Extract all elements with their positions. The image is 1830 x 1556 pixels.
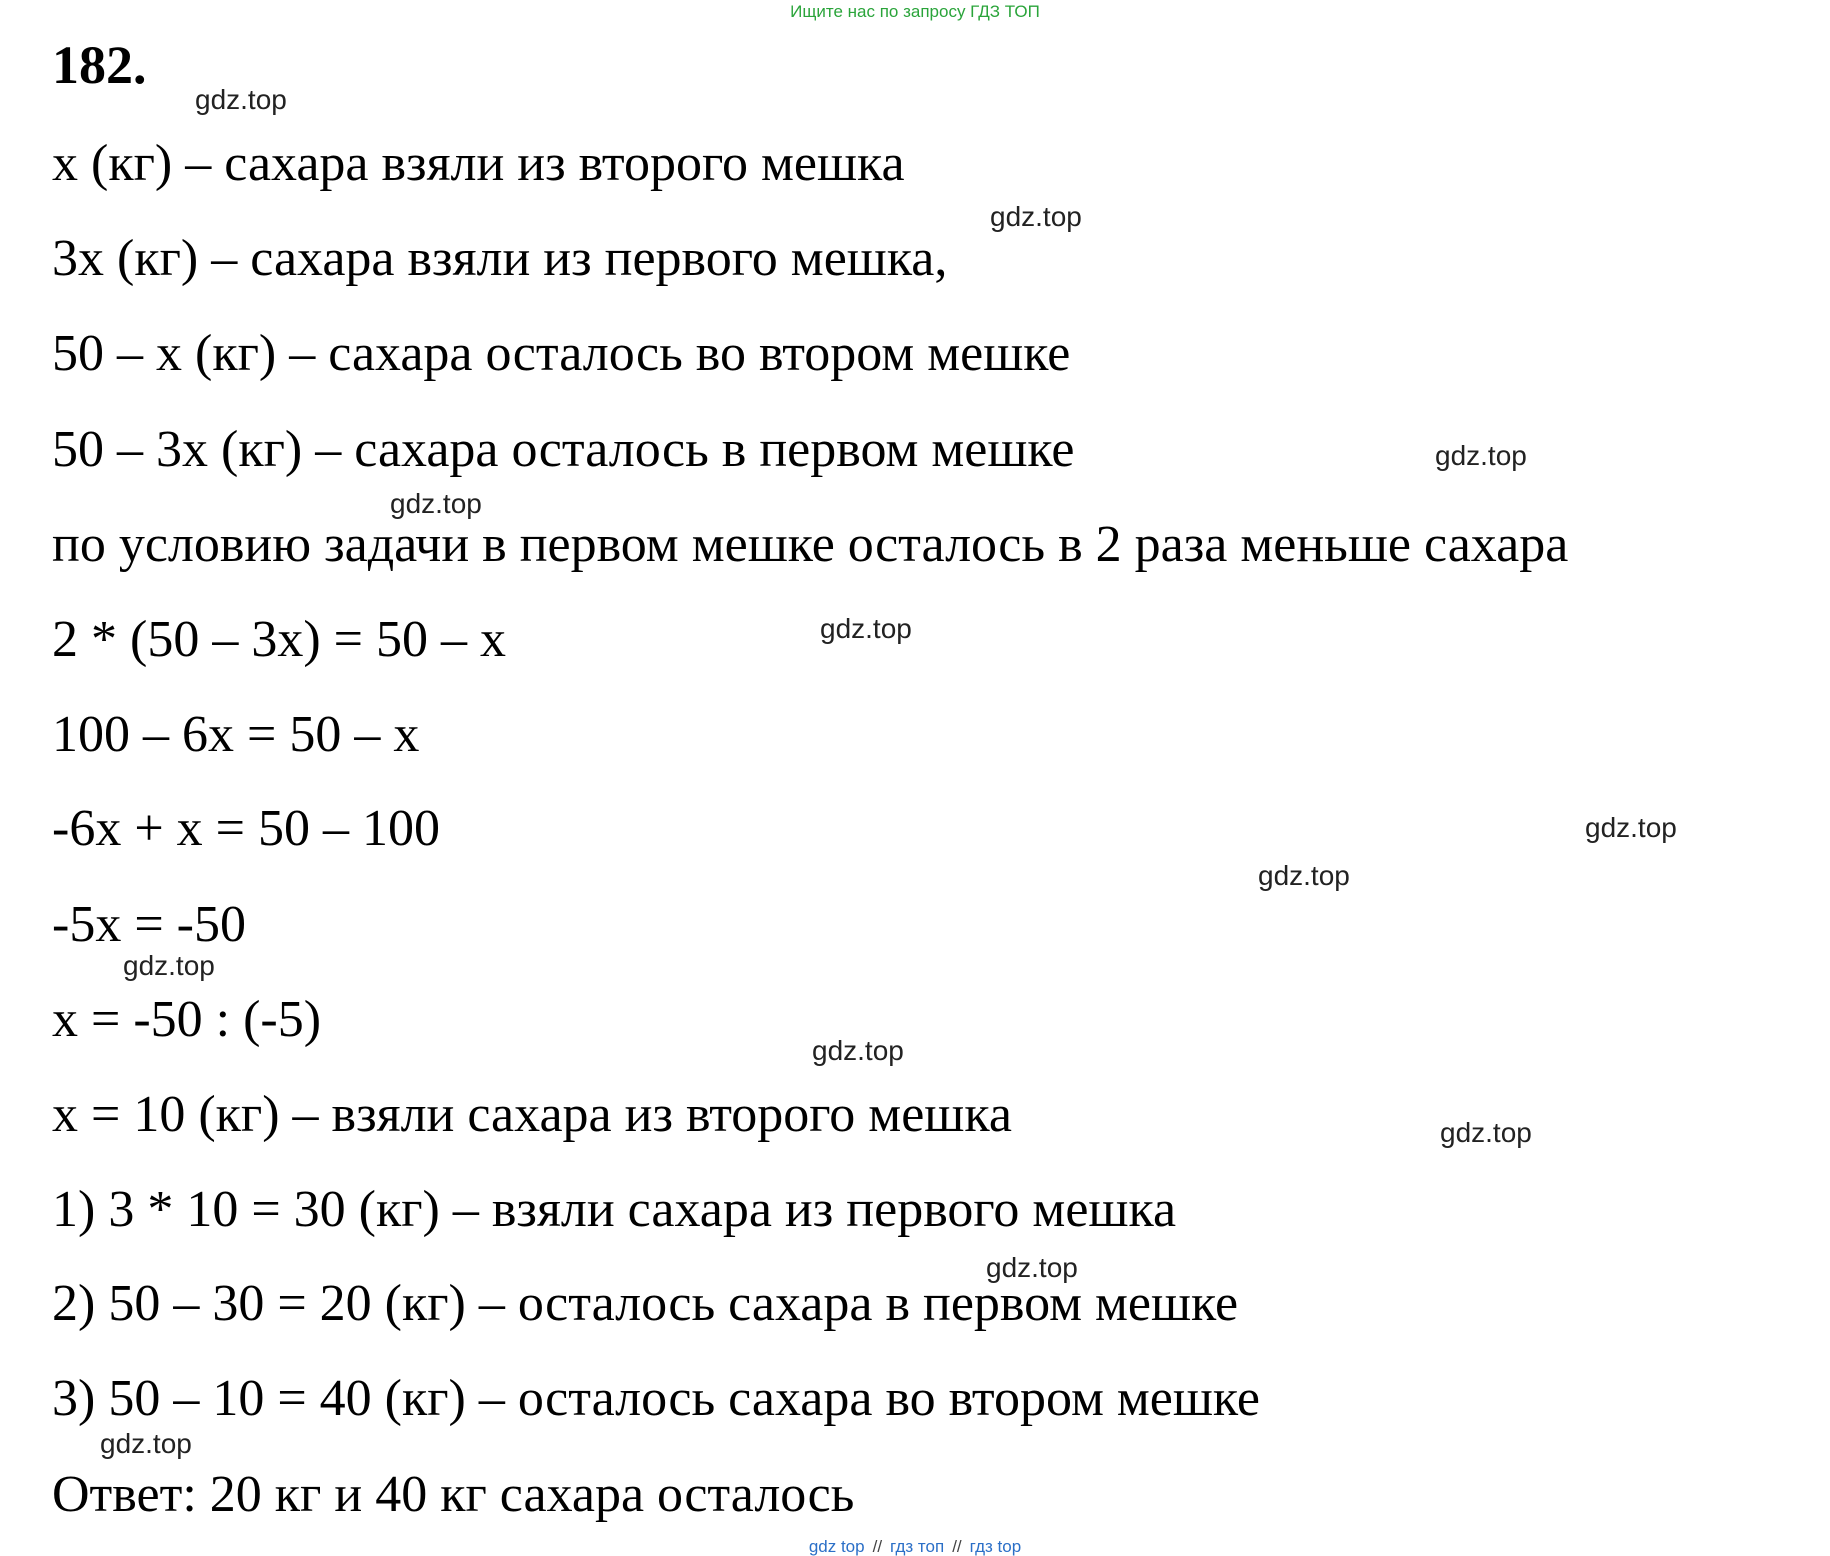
solution-line-7: 100 – 6х = 50 – х — [52, 706, 420, 763]
footer-link-gdz-top-mixed[interactable]: гдз top — [969, 1537, 1022, 1556]
solution-line-4: 50 – 3х (кг) – сахара осталось в первом мешке — [52, 421, 1075, 478]
solution-line-13: 2) 50 – 30 = 20 (кг) – осталось сахара в первом мешке — [52, 1275, 1239, 1332]
watermark: gdz.top — [1440, 1117, 1532, 1148]
solution-line-12: 1) 3 * 10 = 30 (кг) – взяли сахара из первого мешка — [52, 1181, 1177, 1238]
watermark: gdz.top — [195, 84, 287, 115]
solution-line-8: -6х + х = 50 – 100 — [52, 800, 440, 857]
top-banner: Ищите нас по запросу ГДЗ ТОП — [790, 2, 1040, 21]
answer-line: Ответ: 20 кг и 40 кг сахара осталось — [52, 1466, 855, 1523]
solution-line-2: 3х (кг) – сахара взяли из первого мешка, — [52, 230, 948, 287]
watermark: gdz.top — [1585, 812, 1677, 843]
footer-link-gdz-top-ru[interactable]: гдз топ — [890, 1537, 945, 1556]
footer-separator: // — [952, 1537, 962, 1556]
solution-line-5: по условию задачи в первом мешке осталось в 2 раза меньше сахара — [52, 516, 1569, 573]
watermark: gdz.top — [986, 1252, 1078, 1283]
solution-line-3: 50 – х (кг) – сахара осталось во втором мешке — [52, 325, 1071, 382]
solution-line-6: 2 * (50 – 3х) = 50 – х — [52, 611, 506, 668]
watermark: gdz.top — [812, 1035, 904, 1066]
task-number: 182. — [52, 35, 147, 95]
watermark: gdz.top — [123, 950, 215, 981]
watermark: gdz.top — [390, 488, 482, 519]
solution-line-11: х = 10 (кг) – взяли сахара из второго мешка — [52, 1086, 1012, 1143]
watermark: gdz.top — [100, 1428, 192, 1459]
watermark: gdz.top — [990, 201, 1082, 232]
footer-separator: // — [872, 1537, 883, 1556]
footer-link-gdz-top[interactable]: gdz top — [808, 1537, 865, 1556]
solution-line-1: х (кг) – сахара взяли из второго мешка — [52, 135, 905, 192]
watermark: gdz.top — [820, 613, 912, 644]
solution-line-9: -5х = -50 — [52, 896, 246, 953]
solution-line-14: 3) 50 – 10 = 40 (кг) – осталось сахара во втором мешке — [52, 1370, 1260, 1427]
watermark: gdz.top — [1258, 860, 1350, 891]
solution-line-10: х = -50 : (-5) — [52, 991, 322, 1048]
footer-links — [0, 1538, 1830, 1555]
watermark: gdz.top — [1435, 440, 1527, 471]
